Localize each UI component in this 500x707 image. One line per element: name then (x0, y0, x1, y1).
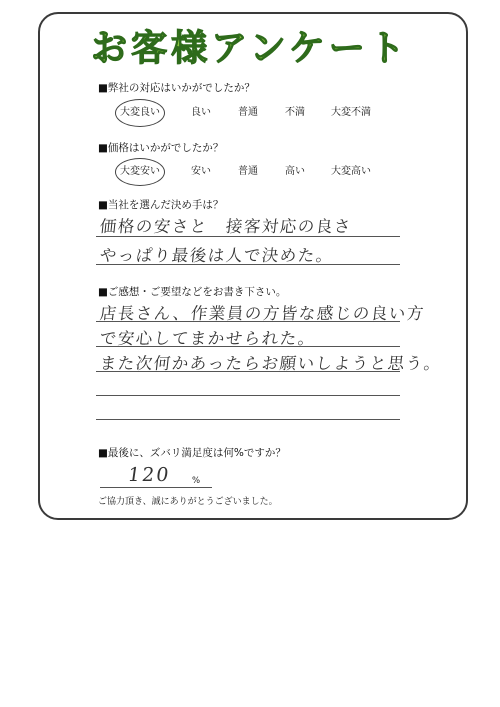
option-service-3[interactable]: 普通 (238, 107, 258, 118)
satisfaction-value: 120 (126, 464, 172, 486)
option-price-3[interactable]: 普通 (238, 166, 258, 177)
question-price: ■価格はいかがでしたか？ (98, 142, 224, 154)
satisfaction-rule (100, 487, 212, 488)
question-satisfaction: ■最後に、ズバリ満足度は何%ですか？ (98, 447, 286, 459)
option-price-5[interactable]: 大変高い (331, 166, 371, 177)
answer-comments-line-3: また次何かあったらお願いしようと思う。 (98, 354, 443, 373)
answer-rule (96, 321, 400, 322)
question-comments: ■ご感想・ご要望などをお書き下さい。 (98, 286, 287, 298)
option-service-4[interactable]: 不満 (285, 107, 305, 118)
answer-rule (96, 395, 400, 396)
options-price (98, 162, 398, 182)
option-price-2[interactable]: 安い (191, 166, 211, 177)
answer-rule (96, 236, 400, 237)
answer-rule (96, 264, 400, 265)
option-service-2[interactable]: 良い (191, 107, 211, 118)
satisfaction-unit: % (192, 476, 201, 486)
answer-reason-line-2: やっぱり最後は人で決めた。 (98, 246, 335, 265)
option-price-4[interactable]: 高い (285, 166, 305, 177)
answer-comments-line-2: で安心してまかせられた。 (98, 329, 317, 348)
question-reason: ■当社を選んだ決め手は？ (98, 199, 224, 211)
survey-title: お客様アンケート (91, 28, 409, 69)
answer-reason-line-1: 価格の安さと 接客対応の良さ (98, 217, 353, 236)
option-service-1[interactable]: 大変良い (120, 103, 160, 123)
thanks-note: ご協力頂き、誠にありがとうございました。 (98, 497, 278, 507)
option-service-5[interactable]: 大変不満 (331, 107, 371, 118)
answer-comments-line-1: 店長さん、作業員の方皆な感じの良い方 (98, 304, 426, 323)
answer-rule (96, 419, 400, 420)
answer-rule (96, 371, 400, 372)
options-service (98, 103, 398, 123)
question-service: ■弊社の対応はいかがでしたか？ (98, 82, 255, 94)
answer-rule (96, 346, 400, 347)
option-price-1[interactable]: 大変安い (120, 162, 160, 182)
